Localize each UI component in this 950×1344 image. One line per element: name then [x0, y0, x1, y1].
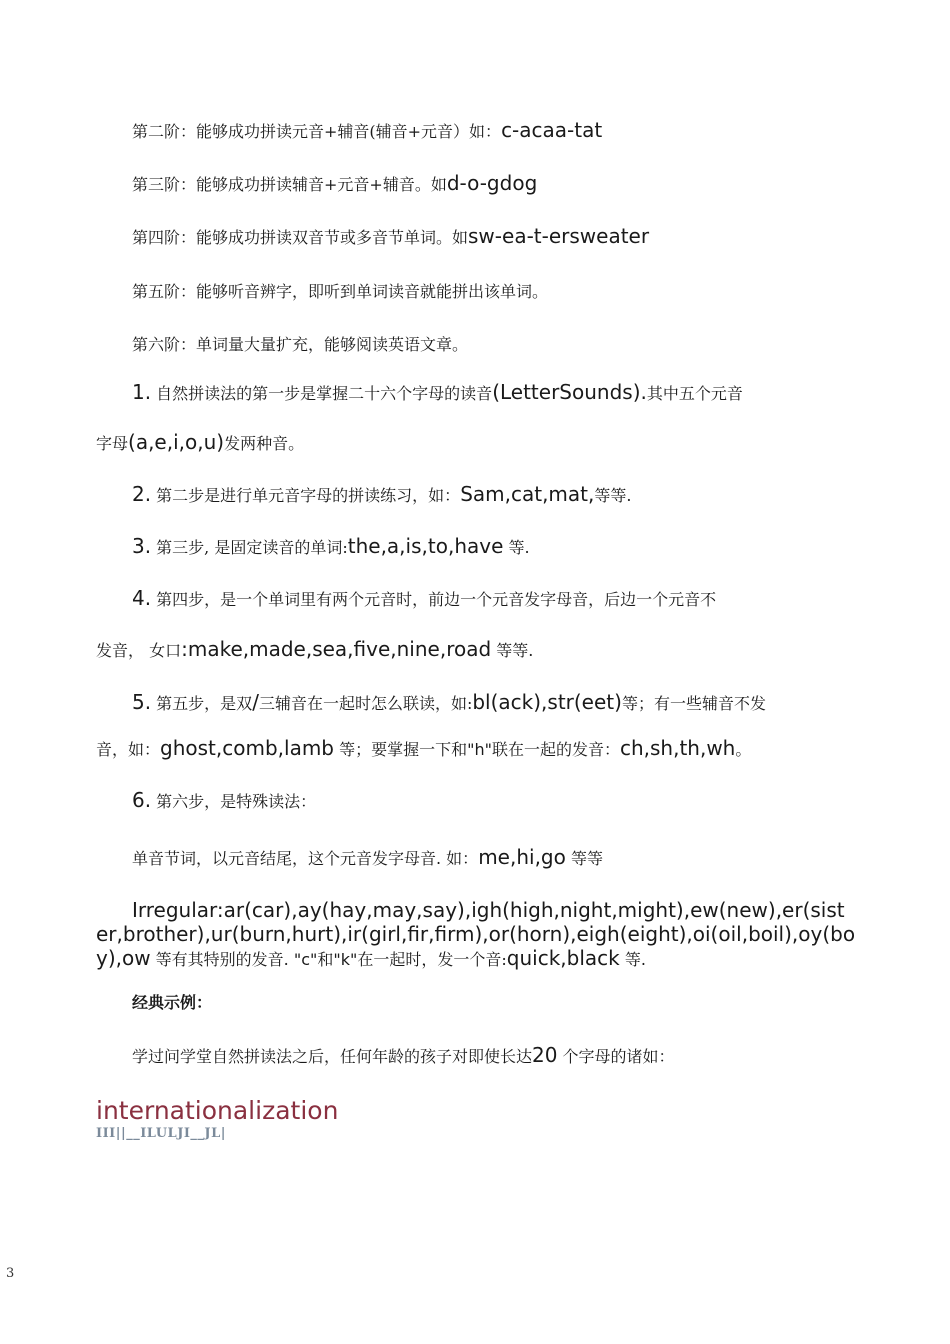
phase-2-text: 第二阶：能够成功拼读元音+辅音(辅音+元音）如： — [132, 122, 502, 141]
step-6-text: 第六步，是特殊读法： — [151, 792, 317, 811]
single-syllable-examples: me,hi,go — [478, 845, 566, 869]
irregular-k: "k" — [333, 950, 358, 969]
phase-5-text: 第五阶：能够听音辨字，即听到单词读音就能拼出该单词。 — [132, 282, 549, 301]
step-5-slash: / — [252, 690, 259, 714]
step-5-line-b — [96, 736, 751, 760]
step-6-line — [132, 788, 316, 812]
step-6-number: 6. — [132, 788, 152, 812]
step-4-text: 第四步，是一个单词里有两个元音时，前边一个元音发字母音，后边一个元音不 — [151, 590, 717, 609]
step-4b-examples: :make,made,sea,five,nine,road — [181, 637, 492, 661]
irregular-c: "c" — [293, 950, 318, 969]
irregular-text-2: 在一起时，发一个音: — [357, 950, 507, 969]
step-2-text: 第二步是进行单元音字母的拼读练习，如： — [151, 486, 461, 505]
step-5-examples: bl(ack),str(eet) — [472, 690, 622, 714]
single-syllable-text: 单音节词，以元音结尾，这个元音发字母音. 如： — [132, 849, 479, 868]
step-3-line — [132, 534, 530, 558]
phase-4-line — [132, 224, 649, 248]
example-word: internationalization — [96, 1096, 339, 1125]
step-5b-tail: 。 — [735, 740, 752, 759]
step-2-examples: Sam,cat,mat, — [460, 482, 595, 506]
step-1-term: (LetterSounds). — [492, 380, 647, 404]
example-tail: 个字母的诸如： — [557, 1047, 675, 1066]
step-4b-tail: 等等. — [491, 641, 534, 660]
step-3-number: 3. — [132, 534, 152, 558]
example-number: 20 — [532, 1043, 558, 1067]
single-syllable-line — [132, 845, 603, 869]
step-5b-digraphs: ch,sh,th,wh — [619, 736, 736, 760]
phase-4-example: sw-ea-t-ersweater — [468, 224, 650, 248]
single-syllable-tail: 等等 — [565, 849, 603, 868]
step-1-text-tail: 其中五个元音 — [646, 384, 743, 403]
irregular-paragraph — [96, 898, 856, 972]
phase-2-example: c-acaa-tat — [501, 118, 603, 142]
step-4-line-a — [132, 586, 716, 610]
example-heading: 经典示例： — [132, 993, 213, 1012]
phase-3-text: 第三阶：能够成功拼读辅音+元音+辅音。如 — [132, 175, 447, 194]
step-1-line-a — [132, 380, 743, 404]
irregular-text: 等有其特别的发音. — [150, 950, 294, 969]
phase-6-text: 第六阶：单词量大量扩充，能够阅读英语文章。 — [132, 335, 469, 354]
step-5b-text: 音，如： — [96, 740, 161, 759]
step-5b-examples: ghost,comb,lamb — [160, 736, 334, 760]
phase-5-line — [132, 279, 548, 302]
irregular-examples: quick,black — [506, 946, 620, 970]
phase-2-line — [132, 118, 602, 142]
step-5-line-a — [132, 690, 766, 714]
step-4-number: 4. — [132, 586, 152, 610]
step-2-number: 2. — [132, 482, 152, 506]
step-5-number: 5. — [132, 690, 152, 714]
step-5b-text-3: 联在一起的发音： — [491, 740, 620, 759]
step-5b-h: "h" — [467, 740, 492, 759]
phase-4-text: 第四阶：能够成功拼读双音节或多音节单词。如 — [132, 228, 469, 247]
step-4-line-b — [96, 637, 533, 661]
step-5-text: 第五步，是双 — [151, 694, 253, 713]
step-1b-text: 字母 — [96, 434, 129, 453]
phase-6-line — [132, 332, 468, 355]
irregular-list: Irregular:ar(car),ay(hay,may,say),igh(high,night,might),ew(new),er(sister,brother),ur(burn,hurt),ir(girl,fir,firm),or(horn),eigh(eight),oi(oil,boil),oy(boy),ow — [96, 898, 856, 970]
step-2-tail: 等等. — [594, 486, 632, 505]
step-1-number: 1. — [132, 380, 152, 404]
example-text: 学过问学堂自然拼读法之后，任何年龄的孩子对即使长达 — [132, 1047, 533, 1066]
irregular-tail: 等. — [619, 950, 646, 969]
step-5-text-3: 等；有一些辅音不发 — [621, 694, 766, 713]
irregular-and: 和 — [317, 950, 334, 969]
step-1b-vowels: (a,e,i,o,u) — [128, 430, 225, 454]
phase-3-line — [132, 171, 537, 195]
step-1b-tail: 发两种音。 — [224, 434, 305, 453]
step-5b-text-2: 等；要掌握一下和 — [334, 740, 468, 759]
step-1-line-b — [96, 430, 304, 454]
phase-3-example: d-o-gdog — [446, 171, 538, 195]
step-2-line — [132, 482, 631, 506]
step-3-text: 第三步, 是固定读音的单词: — [151, 538, 348, 557]
step-1-text: 自然拼读法的第一步是掌握二十六个字母的读音 — [151, 384, 493, 403]
step-5-text-2: 三辅音在一起时怎么联读，如: — [258, 694, 473, 713]
step-3-tail: 等. — [503, 538, 530, 557]
page-number: 3 — [6, 1266, 15, 1281]
example-underline-text: III||__ILULJI__JL| — [96, 1126, 226, 1141]
step-3-examples: the,a,is,to,have — [347, 534, 504, 558]
step-4b-text: 发音， 女口 — [96, 641, 182, 660]
example-line — [132, 1043, 675, 1067]
